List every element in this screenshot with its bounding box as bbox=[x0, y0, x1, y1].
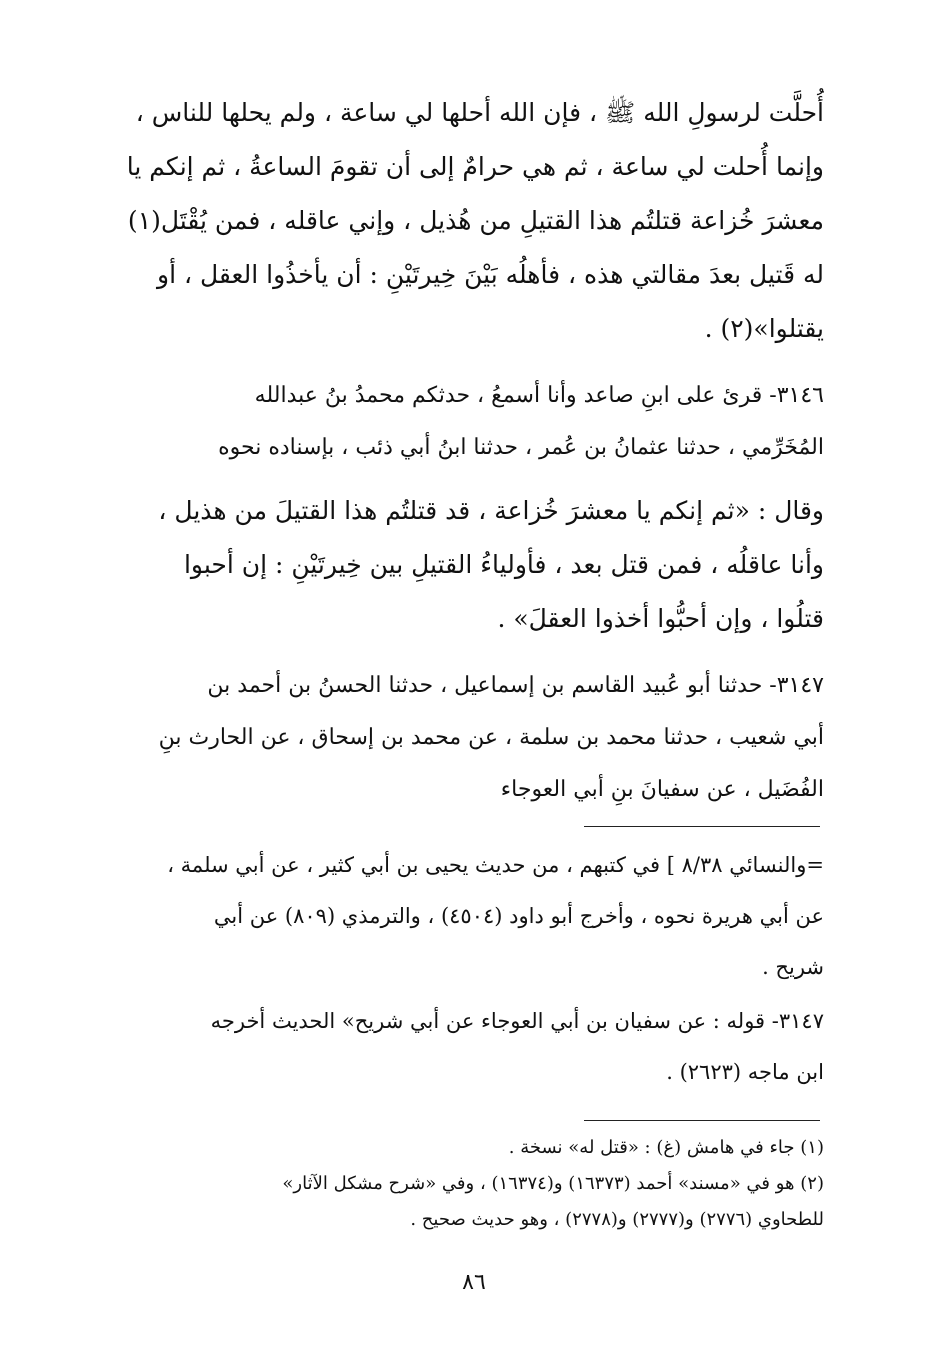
text-line: يقتلوا»(٢) . bbox=[704, 314, 824, 343]
text-line: المُخَرِّمي ، حدثنا عثمانُ بن عُمر ، حدثنا ابنُ أبي ذئب ، بإسناده نحوه bbox=[218, 435, 824, 460]
text-line: ابن ماجه (٢٦٢٣) . bbox=[666, 1060, 824, 1084]
text-line: معشرَ خُزاعة قتلتُم هذا القتيلِ من هُذيل ، وإني عاقله ، فمن يُقْتَل(١) bbox=[127, 206, 824, 235]
text-line: =والنسائي ٨/٣٨ ] في كتبهم ، من حديث يحيى بن أبي كثير ، عن أبي سلمة ، bbox=[167, 853, 824, 877]
text-line: ٣١٤٧- حدثنا أبو عُبيد القاسم بن إسماعيل ، حدثنا الحسنُ بن أحمد بن bbox=[207, 673, 824, 698]
takhrij-continued bbox=[112, 840, 824, 993]
text-line: الفُضَيل ، عن سفيانَ بنِ أبي العوجاء bbox=[500, 777, 824, 802]
footnote-separator bbox=[584, 1120, 820, 1121]
text-line: عن أبي هريرة نحوه ، وأخرج أبو داود (٤٥٠٤) ، والترمذي (٨٠٩) عن أبي bbox=[213, 904, 824, 928]
text-line: أبي شعيب ، حدثنا محمد بن سلمة ، عن محمد بن إسحاق ، عن الحارث بنِ bbox=[158, 725, 824, 750]
text-line: أُحلَّت لرسولِ الله ﷺ ، فإن الله أحلها لي ساعة ، ولم يحلها للناس ، bbox=[135, 98, 824, 127]
footnote-1: (١) جاء في هامش (غ) : «قتل له» نسخة . bbox=[508, 1137, 824, 1158]
text-line: وإنما أُحلت لي ساعة ، ثم هي حرامٌ إلى أن تقومَ الساعةُ ، ثم إنكم يا bbox=[126, 152, 824, 181]
text-line: له قَتيل بعدَ مقالتي هذه ، فأهلُه بَيْنَ خِيرتَيْنِ : أن يأخذُوا العقل ، أو bbox=[157, 260, 824, 289]
text-line: قتلُوا ، وإن أحبُّوا أخذوا العقلَ» . bbox=[497, 604, 824, 633]
text-line: وقال : «ثم إنكم يا معشرَ خُزاعة ، قد قتلتُم هذا القتيلَ من هذيل ، bbox=[158, 496, 824, 525]
footnote-separator bbox=[584, 826, 820, 827]
hadith-3145-end bbox=[112, 86, 824, 356]
hadith-3147 bbox=[112, 660, 824, 816]
hadith-3146-matn bbox=[112, 484, 824, 646]
text-line: شريح . bbox=[762, 955, 824, 979]
footnotes bbox=[112, 1130, 824, 1238]
takhrij-3147 bbox=[112, 996, 824, 1098]
footnote-2-continued: للطحاوي (٢٧٧٦) و(٢٧٧٧) و(٢٧٧٨) ، وهو حديث صحيح . bbox=[410, 1209, 824, 1230]
hadith-3146-isnad bbox=[112, 370, 824, 474]
text-line: وأنا عاقلُه ، فمن قتل بعد ، فأولياءُ القتيلِ بين خِيرتَيْنِ : إن أحبوا bbox=[183, 550, 824, 579]
text-line: ٣١٤٧- قوله : عن سفيان بن أبي العوجاء عن أبي شريح» الحديث أخرجه bbox=[210, 1009, 824, 1033]
text-line: ٣١٤٦- قرئ على ابنِ صاعد وأنا أسمعُ ، حدثكم محمدُ بنُ عبدالله bbox=[254, 383, 824, 408]
page-number: ٨٦ bbox=[462, 1270, 486, 1295]
footnote-2: (٢) هو في «مسند» أحمد (١٦٣٧٣) و(١٦٣٧٤) ، وفي «شرح مشكل الآثار» bbox=[282, 1173, 824, 1194]
